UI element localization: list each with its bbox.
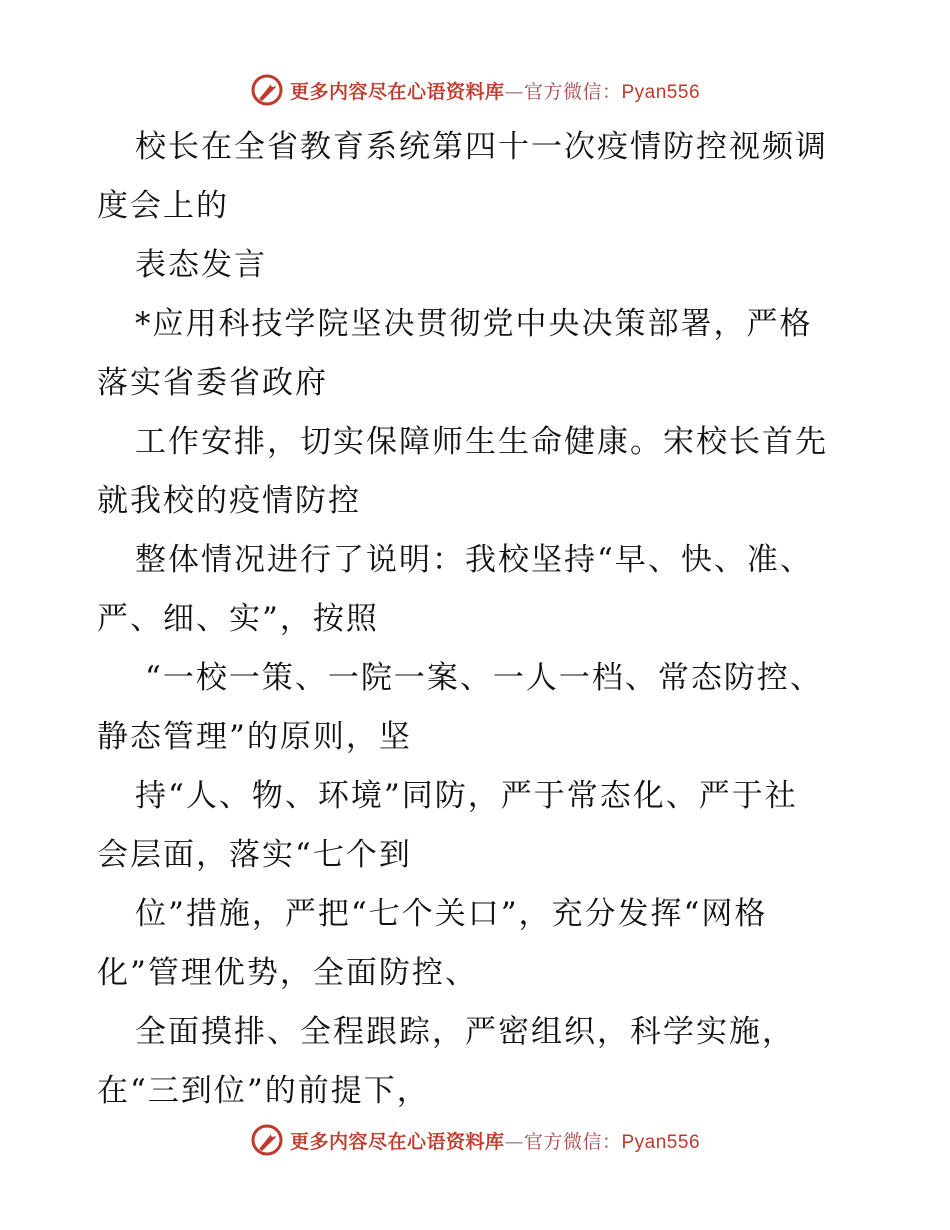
text-line: 校长在全省教育系统第四十一次疫情防控视频调 xyxy=(135,129,828,165)
text-line: 落实省委省政府 xyxy=(97,365,328,401)
header-banner xyxy=(0,70,950,110)
text-line: 位”措施，严把“七个关口”，充分发挥“网格 xyxy=(135,896,768,932)
banner-text xyxy=(290,1127,700,1154)
text-line: 全面摸排、全程跟踪，严密组织，科学实施， xyxy=(135,1014,795,1050)
footer-banner xyxy=(0,1120,950,1160)
text-line: 会层面，落实“七个到 xyxy=(97,837,412,873)
document-body xyxy=(97,118,857,1121)
pen-nib-logo-icon xyxy=(250,73,284,107)
banner-wechat-label: 官方微信： xyxy=(523,1130,622,1153)
text-line: 化”管理优势，全面防控、 xyxy=(97,955,478,991)
banner-main-text: 更多内容尽在心语资料库 xyxy=(289,1130,505,1153)
pen-nib-logo-icon xyxy=(250,1123,284,1157)
banner-main-text: 更多内容尽在心语资料库 xyxy=(289,80,505,103)
text-line: 在“三到位”的前提下， xyxy=(97,1073,430,1109)
banner-wechat-label: 官方微信： xyxy=(523,80,622,103)
text-line: 整体情况进行了说明：我校坚持“早、快、准、 xyxy=(135,542,813,578)
banner-separator: — xyxy=(504,1130,524,1153)
text-line: 静态管理”的原则，坚 xyxy=(97,719,412,755)
banner-text xyxy=(290,77,700,104)
text-line: 工作安排，切实保障师生生命健康。宋校长首先 xyxy=(135,424,828,460)
text-line: 度会上的 xyxy=(97,188,229,224)
banner-wechat-id: Pyan556 xyxy=(621,1131,701,1153)
banner-wechat-id: Pyan556 xyxy=(621,81,701,103)
text-line: *应用科技学院坚决贯彻党中央决策部署，严格 xyxy=(135,306,813,342)
banner-separator: — xyxy=(504,80,524,103)
text-line: “一校一策、一院一案、一人一档、常态防控、 xyxy=(145,660,823,696)
text-line: 严、细、实”，按照 xyxy=(97,601,379,637)
text-line: 表态发言 xyxy=(135,247,267,283)
text-line: 持“人、物、环境”同防，严于常态化、严于社 xyxy=(135,778,798,814)
text-line: 就我校的疫情防控 xyxy=(97,483,361,519)
